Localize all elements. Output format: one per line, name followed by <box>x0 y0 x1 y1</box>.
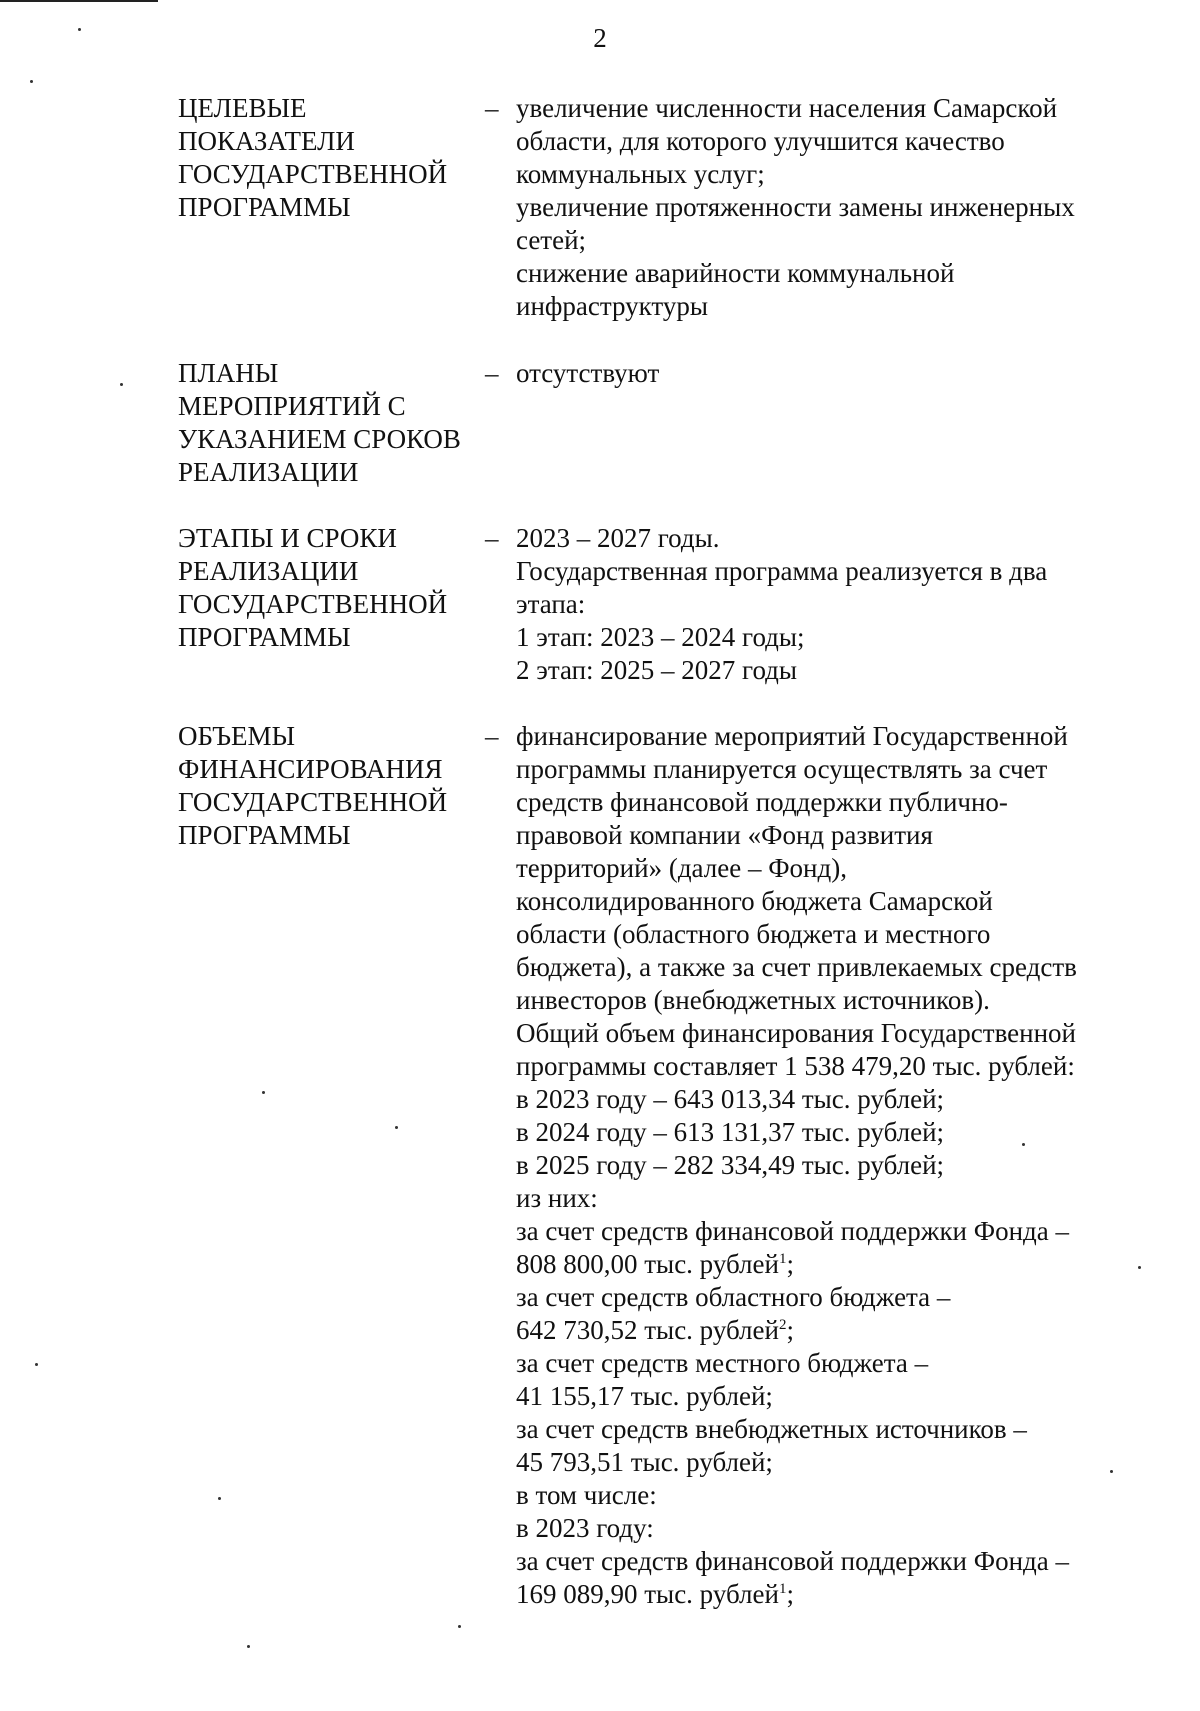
label-line: ПРОГРАММЫ <box>178 820 351 850</box>
content-line: инвесторов (внебюджетных источников). <box>516 985 990 1015</box>
content-line: 1 этап: 2023 – 2024 годы; <box>516 622 805 652</box>
dash: – <box>485 721 499 751</box>
content-line: за счет средств местного бюджета – <box>516 1348 929 1378</box>
label-line: ПОКАЗАТЕЛИ <box>178 126 355 156</box>
line-tail: ; <box>786 1315 794 1345</box>
content-line: программы планируется осуществлять за счет <box>516 754 1048 784</box>
scan-speck <box>247 1645 250 1648</box>
label-line: ПРОГРАММЫ <box>178 192 351 222</box>
content-line: инфраструктуры <box>516 291 708 321</box>
label-line: РЕАЛИЗАЦИИ <box>178 556 359 586</box>
section-label <box>178 522 478 654</box>
content-line: средств финансовой поддержки публично- <box>516 787 1008 817</box>
content-line: за счет средств внебюджетных источников – <box>516 1414 1027 1444</box>
content-line: в том числе: <box>516 1480 657 1510</box>
page-number: 2 <box>593 23 607 53</box>
content-line: 2023 – 2027 годы. <box>516 523 720 553</box>
content-line: в 2023 году: <box>516 1513 654 1543</box>
content-line: 45 793,51 тыс. рублей; <box>516 1447 773 1477</box>
label-line: ФИНАНСИРОВАНИЯ <box>178 754 443 784</box>
section-label <box>178 357 478 489</box>
content-line: за счет средств финансовой поддержки Фонда – <box>516 1216 1070 1246</box>
content-line: правовой компании «Фонд развития <box>516 820 933 850</box>
scan-speck <box>218 1497 221 1500</box>
content-line: в 2023 году – 643 013,34 тыс. рублей; <box>516 1084 945 1114</box>
scan-speck <box>395 1126 398 1129</box>
scan-speck <box>1138 1266 1141 1269</box>
dash: – <box>485 358 499 388</box>
content-line: области (областного бюджета и местного <box>516 919 991 949</box>
scan-speck <box>120 383 123 386</box>
content-line: увеличение протяженности замены инженерных <box>516 192 1075 222</box>
content-line: отсутствуют <box>516 358 660 388</box>
footnote-mark: 1 <box>778 1251 787 1267</box>
content-line: консолидированного бюджета Самарской <box>516 886 993 916</box>
section-content <box>516 92 1126 323</box>
content-line-footnoted <box>516 1248 1126 1281</box>
label-line: ГОСУДАРСТВЕННОЙ <box>178 787 448 817</box>
section-content <box>516 720 1126 1611</box>
content-line-footnoted <box>516 1314 1126 1347</box>
content-line: сетей; <box>516 225 587 255</box>
dash: – <box>485 523 499 553</box>
content-line: территорий» (далее – Фонд), <box>516 853 847 883</box>
content-line: 2 этап: 2025 – 2027 годы <box>516 655 798 685</box>
content-line: 41 155,17 тыс. рублей; <box>516 1381 773 1411</box>
scan-speck <box>262 1091 265 1094</box>
amount-text: 169 089,90 тыс. рублей <box>516 1579 779 1609</box>
content-line: в 2024 году – 613 131,37 тыс. рублей; <box>516 1117 945 1147</box>
scan-speck <box>458 1625 461 1628</box>
label-line: ЭТАПЫ И СРОКИ <box>178 523 397 553</box>
section-label <box>178 720 478 852</box>
content-line: в 2025 году – 282 334,49 тыс. рублей; <box>516 1150 945 1180</box>
line-tail: ; <box>786 1249 794 1279</box>
content-line: из них: <box>516 1183 598 1213</box>
label-line: ГОСУДАРСТВЕННОЙ <box>178 159 448 189</box>
label-line: ОБЪЕМЫ <box>178 721 296 751</box>
footnote-mark: 2 <box>778 1317 787 1333</box>
scan-speck <box>78 28 81 31</box>
content-line: области, для которого улучшится качество <box>516 126 1005 156</box>
content-line: программы составляет 1 538 479,20 тыс. рублей: <box>516 1051 1075 1081</box>
content-line: финансирование мероприятий Государственной <box>516 721 1068 751</box>
scan-speck <box>1110 1470 1113 1473</box>
content-line: за счет средств областного бюджета – <box>516 1282 951 1312</box>
label-line: УКАЗАНИЕМ СРОКОВ <box>178 424 461 454</box>
scan-speck <box>1022 1143 1025 1146</box>
content-line: увеличение численности населения Самарской <box>516 93 1058 123</box>
line-tail: ; <box>786 1579 794 1609</box>
label-line: ЦЕЛЕВЫЕ <box>178 93 307 123</box>
amount-text: 808 800,00 тыс. рублей <box>516 1249 779 1279</box>
content-line: за счет средств финансовой поддержки Фонда – <box>516 1546 1070 1576</box>
scan-speck <box>30 80 33 83</box>
footnote-mark: 1 <box>778 1581 787 1597</box>
section-label <box>178 92 478 224</box>
content-line: этапа: <box>516 589 586 619</box>
content-line: коммунальных услуг; <box>516 159 765 189</box>
top-rule <box>0 0 158 2</box>
label-line: ПЛАНЫ <box>178 358 279 388</box>
amount-text: 642 730,52 тыс. рублей <box>516 1315 779 1345</box>
section-content <box>516 522 1126 687</box>
label-line: РЕАЛИЗАЦИИ <box>178 457 359 487</box>
dash: – <box>485 93 499 123</box>
content-line: Общий объем финансирования Государственной <box>516 1018 1076 1048</box>
content-line: снижение аварийности коммунальной <box>516 258 955 288</box>
label-line: ПРОГРАММЫ <box>178 622 351 652</box>
label-line: ГОСУДАРСТВЕННОЙ <box>178 589 448 619</box>
scan-speck <box>35 1363 38 1366</box>
label-line: МЕРОПРИЯТИЙ С <box>178 391 406 421</box>
content-line-footnoted <box>516 1578 1126 1611</box>
content-line: Государственная программа реализуется в два <box>516 556 1048 586</box>
section-content <box>516 357 1126 390</box>
content-line: бюджета), а также за счет привлекаемых средств <box>516 952 1077 982</box>
